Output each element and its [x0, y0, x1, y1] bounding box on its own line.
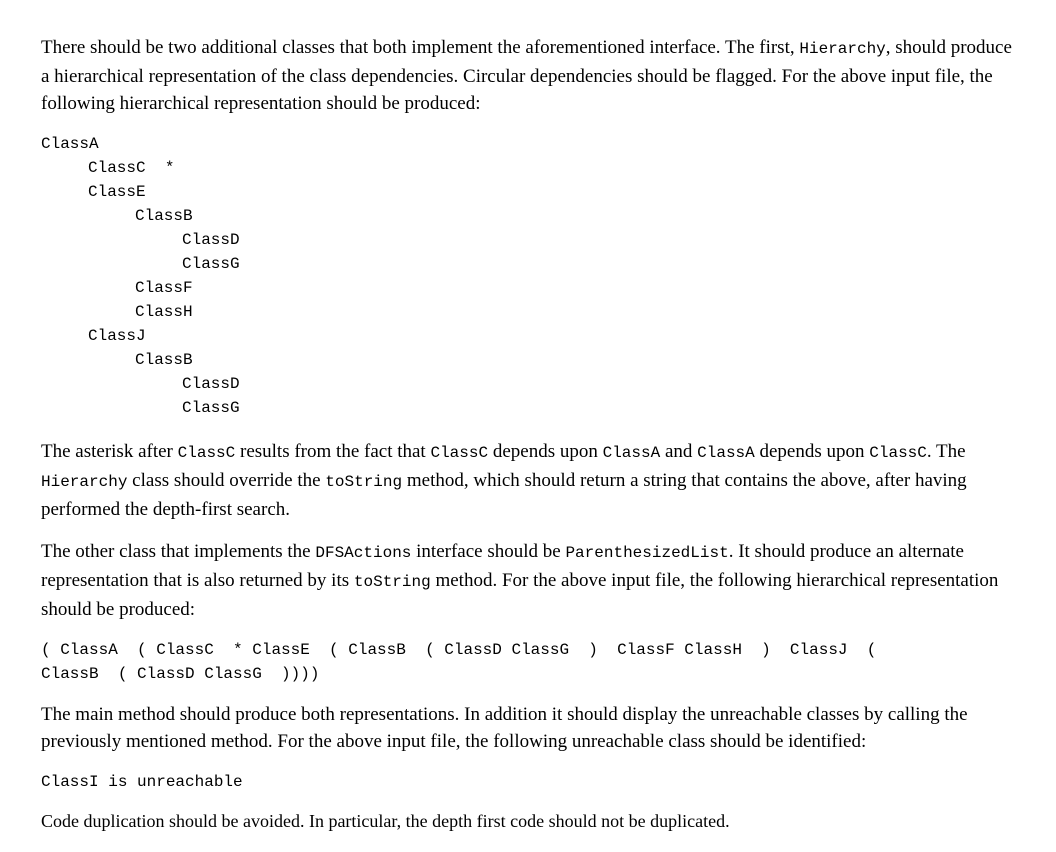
text: and — [660, 441, 698, 462]
inline-code-hierarchy: Hierarchy — [799, 40, 886, 58]
tree-node-classA: ClassA — [41, 135, 99, 153]
unreachable-output: ClassI is unreachable — [41, 773, 243, 791]
inline-code: toString — [325, 473, 403, 491]
inline-code: ClassC — [430, 444, 489, 462]
tree-node-classD: ClassD — [182, 375, 240, 393]
text: method. For the above input file, the following hierarchical representation should be produced: — [41, 570, 999, 620]
parenthesized-output — [41, 638, 1021, 686]
paragraph-intro — [41, 34, 1021, 117]
inline-code: ParenthesizedList — [565, 544, 729, 562]
inline-code: ClassC — [177, 444, 236, 462]
inline-code: ClassA — [697, 444, 755, 462]
text: . The — [926, 441, 966, 462]
tree-node-classB: ClassB — [135, 351, 193, 369]
paragraph-main-method — [41, 701, 1021, 755]
text: . It should produce an alternate representation that is also returned by its — [41, 541, 964, 591]
text: The main method should produce both representations. In addition it should display the unreachable classes by calling the previously mentioned method. For the above input file, the following unreachable class should be identified: — [41, 704, 968, 752]
tree-node-classC-circular: ClassC * — [88, 159, 175, 177]
text: results from the fact that — [235, 441, 431, 462]
text: There should be two additional classes that both implement the aforementioned interface. The first, — [41, 37, 800, 58]
text: interface should be — [411, 541, 566, 562]
inline-code: toString — [353, 573, 431, 591]
code-line: ( ClassA ( ClassC * ClassE ( ClassB ( ClassD ClassG ) ClassF ClassH ) ClassJ ( — [41, 641, 877, 659]
tree-node-classJ: ClassJ — [88, 327, 146, 345]
tree-node-classD: ClassD — [182, 231, 240, 249]
tree-node-classF: ClassF — [135, 279, 193, 297]
tree-node-classG: ClassG — [182, 399, 240, 417]
text: Code duplication should be avoided. In particular, the depth first code should not be duplicated. — [41, 811, 730, 831]
text: depends upon — [488, 441, 603, 462]
text: method, which should return a string that contains the above, after having performed the depth-first search. — [41, 470, 967, 520]
hierarchy-tree — [41, 132, 1021, 420]
tree-node-classB: ClassB — [135, 207, 193, 225]
code-line: ClassB ( ClassD ClassG )))) — [41, 665, 320, 683]
inline-code: ClassA — [602, 444, 661, 462]
document-page — [41, 34, 1021, 835]
inline-code: DFSActions — [315, 544, 412, 562]
paragraph-code-duplication — [41, 808, 1021, 835]
inline-code: Hierarchy — [41, 473, 128, 491]
text: The asterisk after — [41, 441, 178, 462]
text: class should override the — [127, 470, 326, 491]
text: , should produce a hierarchical representation of the class dependencies. Circular dependencies should be flagged. For the above input file, the following hierarchical representation should be produced: — [41, 37, 1012, 114]
paragraph-parenthesized-list — [41, 538, 1021, 623]
tree-node-classE: ClassE — [88, 183, 146, 201]
tree-node-classG: ClassG — [182, 255, 240, 273]
text: The other class that implements the — [41, 541, 316, 562]
paragraph-asterisk-explanation — [41, 438, 1021, 523]
text: depends upon — [754, 441, 870, 462]
tree-node-classH: ClassH — [135, 303, 193, 321]
inline-code: ClassC — [869, 444, 927, 462]
